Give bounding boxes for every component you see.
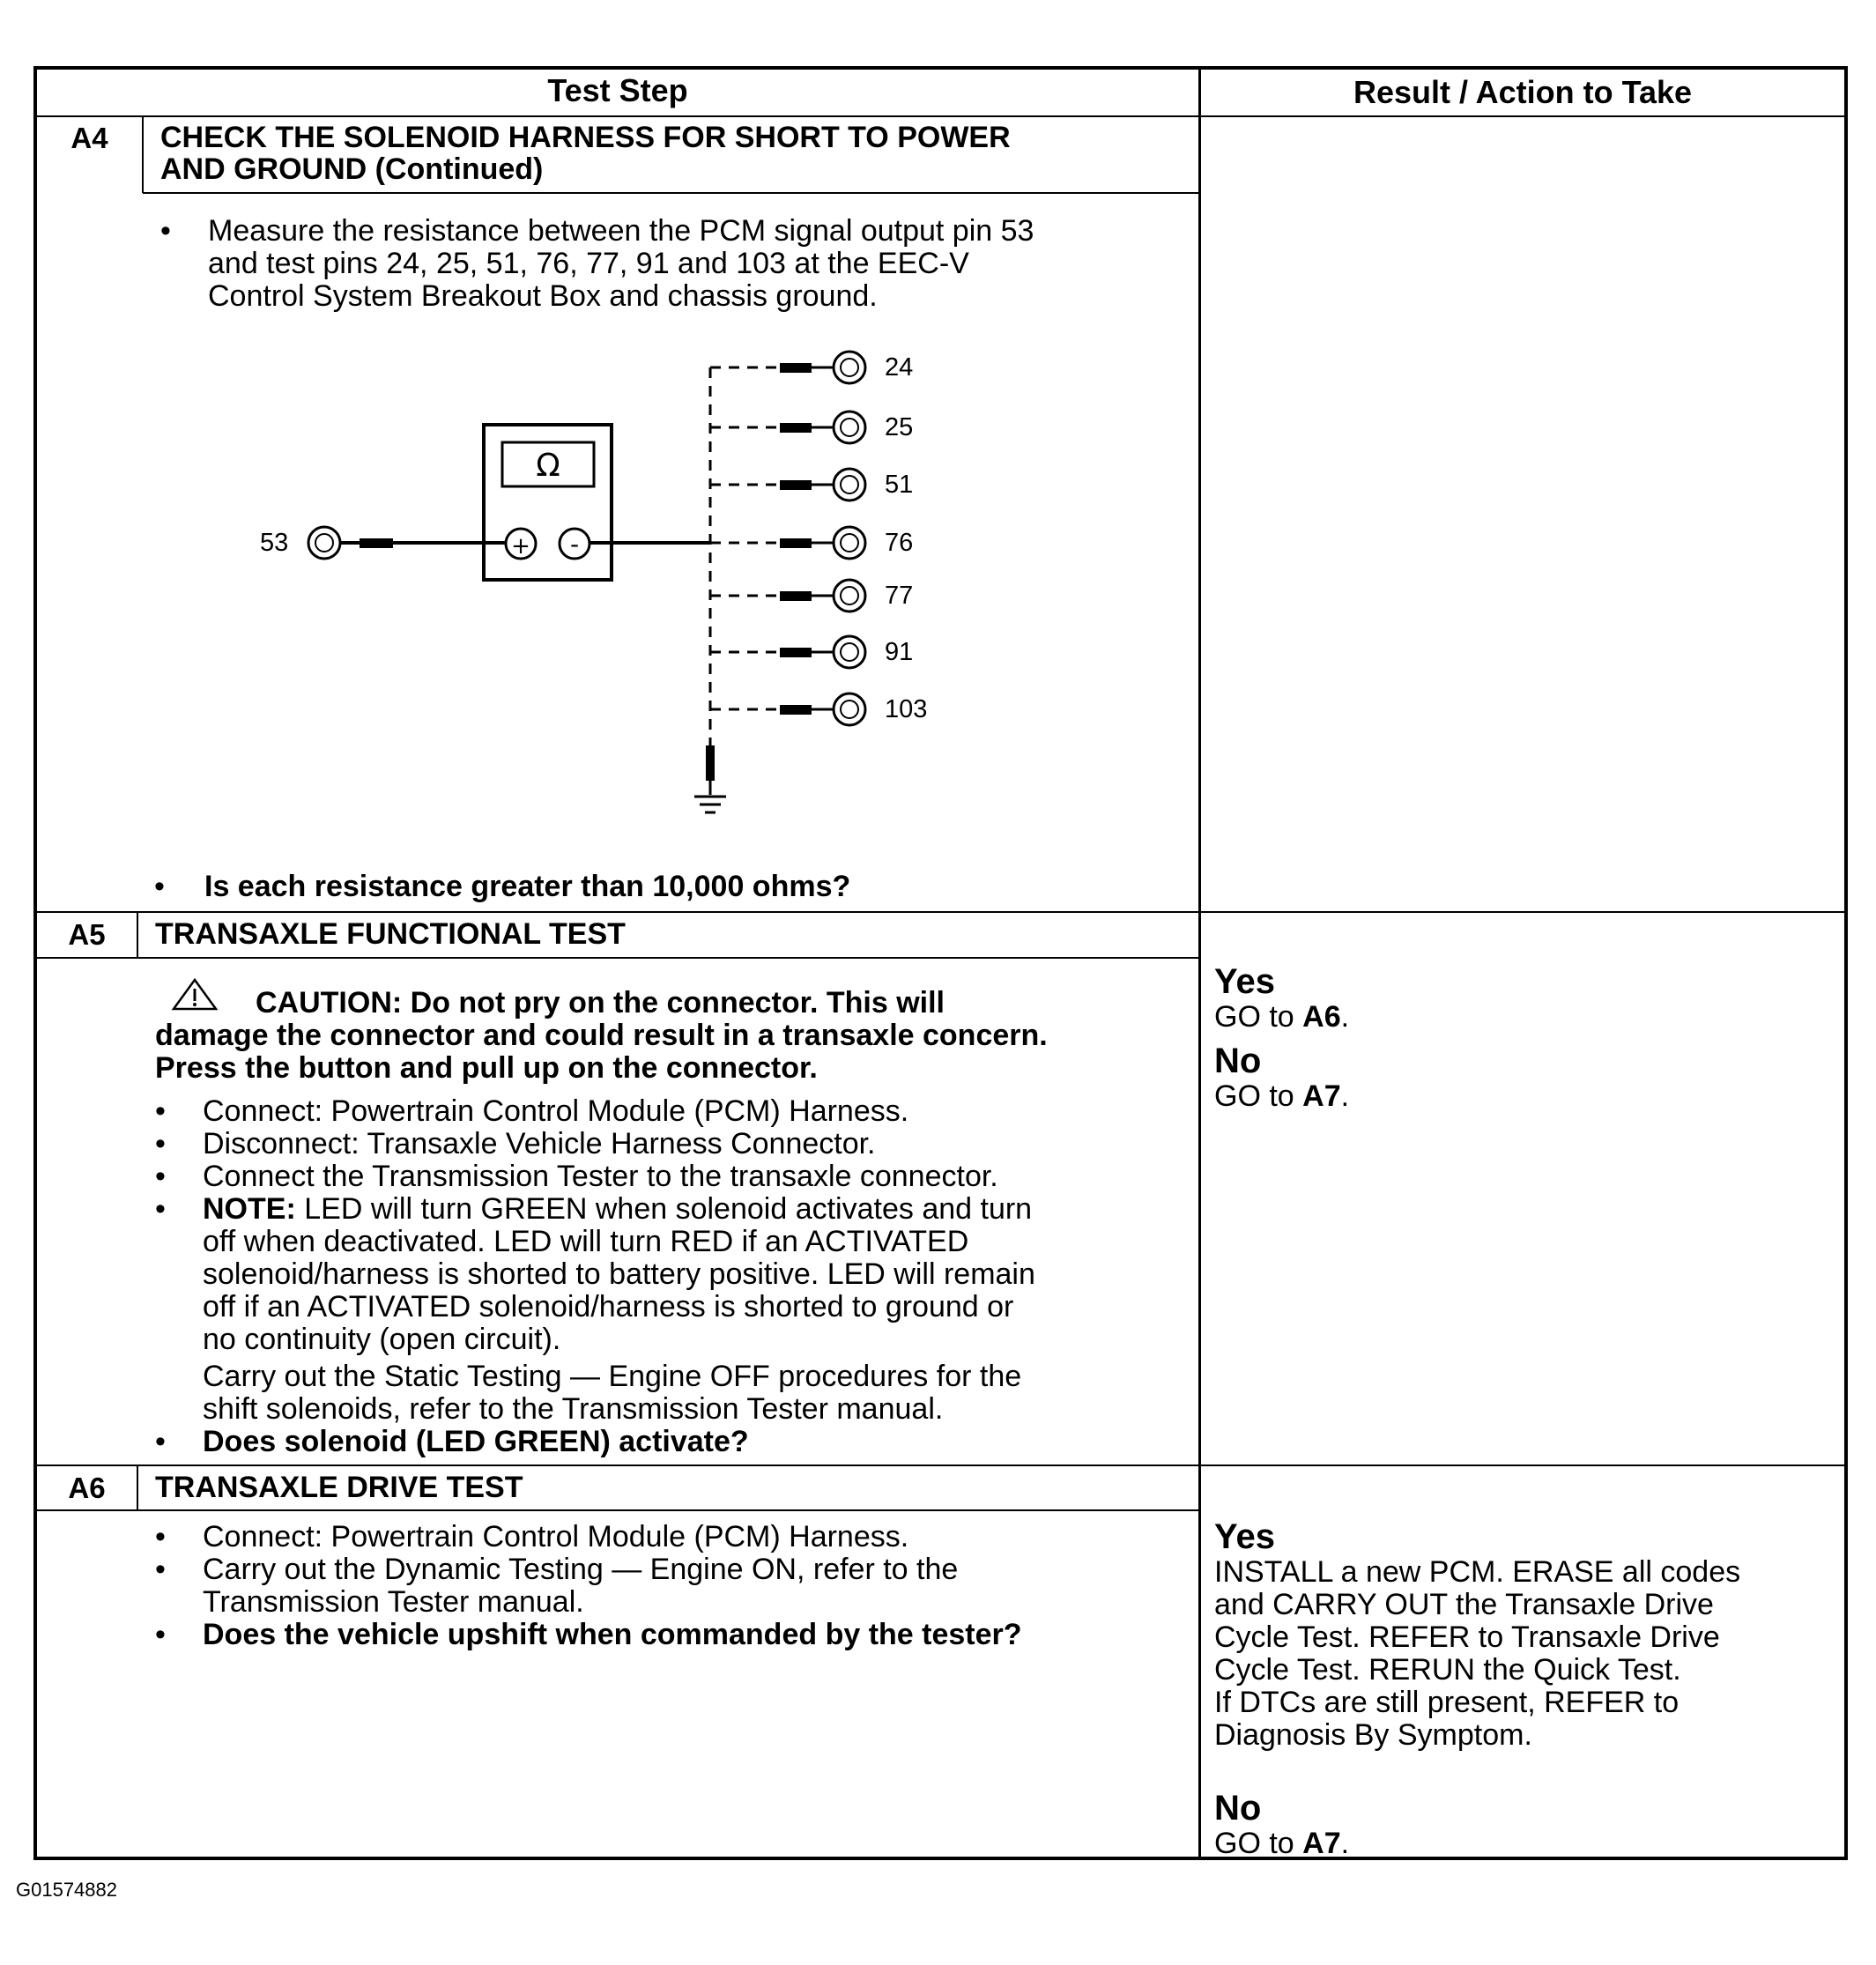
a4-question: • Is each resistance greater than 10,000 ohms? <box>154 870 851 903</box>
a5-bullet-3: • Connect the Transmission Tester to the transaxle connector. <box>155 1160 998 1193</box>
carry-line2: shift solenoids, refer to the Transmission Tester manual. <box>203 1392 944 1426</box>
probe-91 <box>780 648 812 657</box>
a5-no-label: No <box>1214 1042 1262 1080</box>
pin-label-77: 77 <box>885 582 914 610</box>
a4-bullet-line1: Measure the resistance between the PCM signal output pin 53 <box>208 214 1034 248</box>
figure-id: G01574882 <box>16 1879 117 1901</box>
a5-bullet-1: • Connect: Powertrain Control Module (PCM) Harness. <box>155 1094 909 1128</box>
caution-line3: Press the button and pull up on the connector. <box>155 1051 818 1085</box>
a6-bullet-2: • Carry out the Dynamic Testing — Engine ON, refer to the Transmission Tester manual. <box>155 1553 959 1619</box>
a5-caution <box>155 987 1195 1085</box>
bullet-icon: • <box>155 1127 166 1160</box>
pin-label-103: 103 <box>885 695 928 723</box>
step-title-a4-line1: CHECK THE SOLENOID HARNESS FOR SHORT TO POWER <box>160 121 1011 154</box>
note-label: NOTE: <box>203 1192 296 1226</box>
step-title-a5: TRANSAXLE FUNCTIONAL TEST <box>155 917 626 951</box>
pin-51-jack <box>834 469 865 501</box>
bullet-icon: • <box>160 214 171 248</box>
pin-branch-24 <box>710 352 865 383</box>
a5-carry-out <box>203 1361 1190 1426</box>
a6-bullet-1: • Connect: Powertrain Control Module (PCM) Harness. <box>155 1520 909 1553</box>
caution-line1: CAUTION: Do not pry on the connector. This will <box>256 986 945 1020</box>
a6-question: • Does the vehicle upshift when commanded by the tester? <box>155 1618 1022 1651</box>
pin-25-jack <box>834 412 865 443</box>
step-id-a6: A6 <box>68 1472 106 1504</box>
bullet-icon: • <box>155 1618 166 1651</box>
pin-branches <box>710 352 865 725</box>
test-step-header: Test Step <box>547 72 688 108</box>
step-id-a5: A5 <box>68 918 106 951</box>
bullet-icon: • <box>154 870 165 903</box>
pin-label-24: 24 <box>885 353 914 382</box>
a6-no-target-link[interactable]: A7 <box>1302 1827 1341 1860</box>
minus-symbol: - <box>569 530 580 559</box>
a4-bullet-line3: Control System Breakout Box and chassis ground. <box>208 279 878 313</box>
a5-bullet-2: • Disconnect: Transaxle Vehicle Harness Connector. <box>155 1127 876 1160</box>
probe-76 <box>780 538 812 548</box>
a6-yes-label: Yes <box>1214 1517 1275 1556</box>
probe-24 <box>780 363 812 373</box>
note-line4: off if an ACTIVATED solenoid/harness is shorted to ground or <box>203 1290 1014 1324</box>
pin-label-51: 51 <box>885 471 914 499</box>
a5-question: • Does solenoid (LED GREEN) activate? <box>155 1425 749 1458</box>
pin-branch-91 <box>710 636 865 668</box>
a5-no-target-link[interactable]: A7 <box>1302 1079 1341 1113</box>
note-line1: LED will turn GREEN when solenoid activates and turn <box>304 1192 1033 1226</box>
bullet-icon: • <box>155 1520 166 1553</box>
ohmmeter-diagram <box>0 0 1876 881</box>
probe-51 <box>780 480 812 490</box>
pin-91-jack <box>834 636 865 668</box>
bullet-icon: • <box>155 1425 166 1458</box>
plus-symbol: + <box>511 533 530 560</box>
result-action-header: Result / Action to Take <box>1353 74 1693 110</box>
a5-yes-label: Yes <box>1214 962 1275 1001</box>
a6-result: Yes INSTALL a new PCM. ERASE all codes and CARRY OUT the Transaxle Drive Cycle Test. REFER to Transaxle Drive Cycle Test. RERUN the Quick Test. If DTCs are still present, REFER to Diagnosis By Symptom. No GO to A7. <box>1214 1517 1741 1860</box>
pin-label-25: 25 <box>885 413 914 441</box>
pin-label-53: 53 <box>260 529 289 557</box>
pin-24-jack <box>834 352 865 383</box>
pin-branch-103 <box>710 693 865 725</box>
pin-103-jack <box>834 693 865 725</box>
bullet-icon: • <box>155 1553 166 1586</box>
pin-branch-25 <box>710 412 865 443</box>
bullet-icon: • <box>155 1094 166 1128</box>
caution-line2: damage the connector and could result in a transaxle concern. <box>155 1019 1048 1052</box>
pin-branch-77 <box>710 580 865 612</box>
a6-no-label: No <box>1214 1789 1262 1828</box>
pin-76-jack <box>834 527 865 559</box>
note-line5: no continuity (open circuit). <box>203 1323 561 1356</box>
probe-77 <box>780 591 812 601</box>
carry-line1: Carry out the Static Testing — Engine OFF procedures for the <box>203 1360 1022 1393</box>
a4-bullet-line2: and test pins 24, 25, 51, 76, 77, 91 and 103 at the EEC-V <box>208 247 969 280</box>
a5-note <box>155 1193 1195 1361</box>
pin-53-jack <box>308 527 340 559</box>
step-title-a4-line2: AND GROUND (Continued) <box>160 152 544 186</box>
step-id-a4: A4 <box>70 122 108 154</box>
probe-103 <box>780 705 812 715</box>
note-line3: solenoid/harness is shorted to battery positive. LED will remain <box>203 1257 1035 1291</box>
a5-yes-target-link[interactable]: A6 <box>1302 1000 1341 1034</box>
warning-triangle-icon <box>171 976 219 1012</box>
bullet-icon: • <box>155 1192 166 1226</box>
note-line2: off when deactivated. LED will turn RED if an ACTIVATED <box>203 1225 969 1258</box>
pin-branch-51 <box>710 469 865 501</box>
probe-25 <box>780 423 812 433</box>
pin-label-91: 91 <box>885 638 914 666</box>
ground-probe <box>706 745 715 781</box>
pin-label-76: 76 <box>885 529 914 557</box>
bullet-icon: • <box>155 1160 166 1193</box>
a5-result: Yes GO to A6. No GO to A7. <box>1214 962 1350 1113</box>
pin-77-jack <box>834 580 865 612</box>
ohm-symbol: Ω <box>536 448 560 484</box>
pin-branch-76 <box>710 527 865 559</box>
step-title-a6: TRANSAXLE DRIVE TEST <box>155 1471 523 1504</box>
ground-icon <box>694 797 726 812</box>
